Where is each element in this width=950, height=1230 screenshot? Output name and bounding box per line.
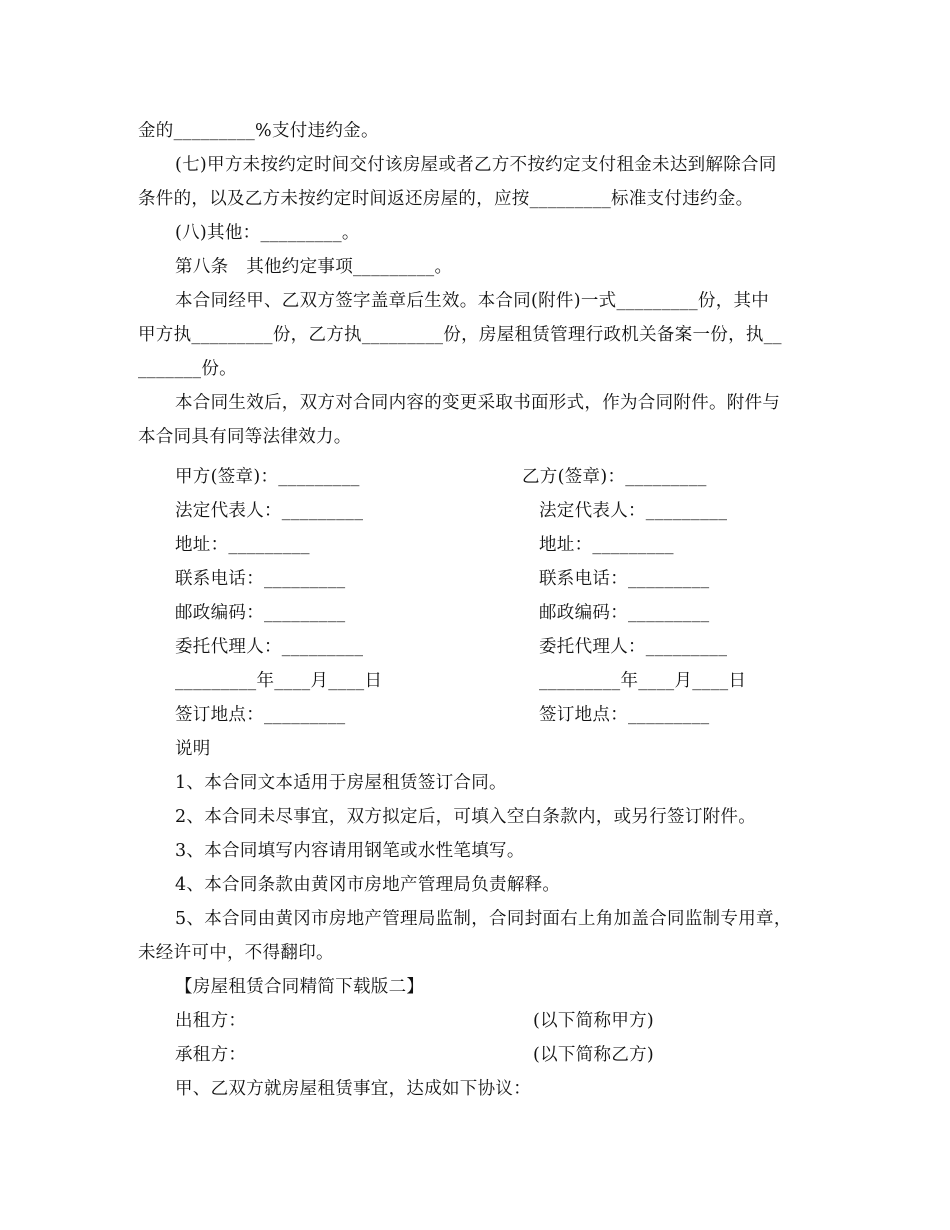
note-item: 未经许可中，不得翻印。 [138, 943, 334, 963]
text-line: 本合同生效后，双方对合同内容的变更采取书面形式，作为合同附件。附件与 [175, 393, 781, 413]
note-item: 4、本合同条款由黄冈市房地产管理局负责解释。 [175, 875, 561, 895]
party-a-address: 地址：_________ [175, 535, 310, 555]
text-line: 甲方执_________份，乙方执_________份，房屋租赁管理行政机关备案一份，执__ [138, 325, 782, 345]
party-a-agent: 委托代理人：_________ [175, 637, 364, 657]
note-item: 2、本合同未尽事宜，双方拟定后，可填入空白条款内，或另行签订附件。 [175, 807, 757, 827]
text-line: 本合同经甲、乙双方签字盖章后生效。本合同(附件)一式_________份，其中 [175, 291, 770, 311]
party-b-address: 地址：_________ [539, 535, 674, 555]
party-a-place: 签订地点：_________ [175, 705, 346, 725]
party-a-date: _________年____月____日 [175, 671, 383, 691]
text-line: 条件的，以及乙方未按约定时间返还房屋的，应按_________标准支付违约金。 [138, 189, 754, 209]
party-a-representative: 法定代表人：_________ [175, 501, 364, 521]
section-title: 【房屋租赁合同精简下载版二】 [175, 977, 425, 997]
party-a-phone: 联系电话：_________ [175, 569, 346, 589]
lessee-note: (以下简称乙方) [533, 1045, 655, 1065]
text-line: (八)其他：_________。 [175, 223, 360, 243]
lessor-label: 出租方： [175, 1011, 247, 1031]
party-b-agent: 委托代理人：_________ [539, 637, 728, 657]
note-item: 1、本合同文本适用于房屋租赁签订合同。 [175, 773, 507, 793]
party-b-postcode: 邮政编码：_________ [539, 603, 710, 623]
notes-heading: 说明 [175, 739, 211, 759]
text-line: 金的_________%支付违约金。 [138, 121, 379, 141]
party-b-place: 签订地点：_________ [539, 705, 710, 725]
agreement-intro: 甲、乙双方就房屋租赁事宜，达成如下协议： [175, 1079, 531, 1099]
lessee-label: 承租方： [175, 1045, 247, 1065]
party-b-representative: 法定代表人：_________ [539, 501, 728, 521]
party-b-date: _________年____月____日 [539, 671, 747, 691]
text-line: _______份。 [138, 359, 237, 379]
note-item: 5、本合同由黄冈市房地产管理局监制，合同封面右上角加盖合同监制专用章， [175, 909, 792, 929]
text-line: 第八条 其他约定事项_________。 [175, 257, 453, 277]
party-b-phone: 联系电话：_________ [539, 569, 710, 589]
text-line: (七)甲方未按约定时间交付该房屋或者乙方不按约定支付租金未达到解除合同 [175, 155, 777, 175]
text-line: 本合同具有同等法律效力。 [138, 427, 352, 447]
party-b-signature: 乙方(签章)：_________ [522, 467, 707, 487]
party-a-signature: 甲方(签章)：_________ [175, 467, 360, 487]
party-a-postcode: 邮政编码：_________ [175, 603, 346, 623]
lessor-note: (以下简称甲方) [533, 1011, 655, 1031]
note-item: 3、本合同填写内容请用钢笔或水性笔填写。 [175, 841, 525, 861]
